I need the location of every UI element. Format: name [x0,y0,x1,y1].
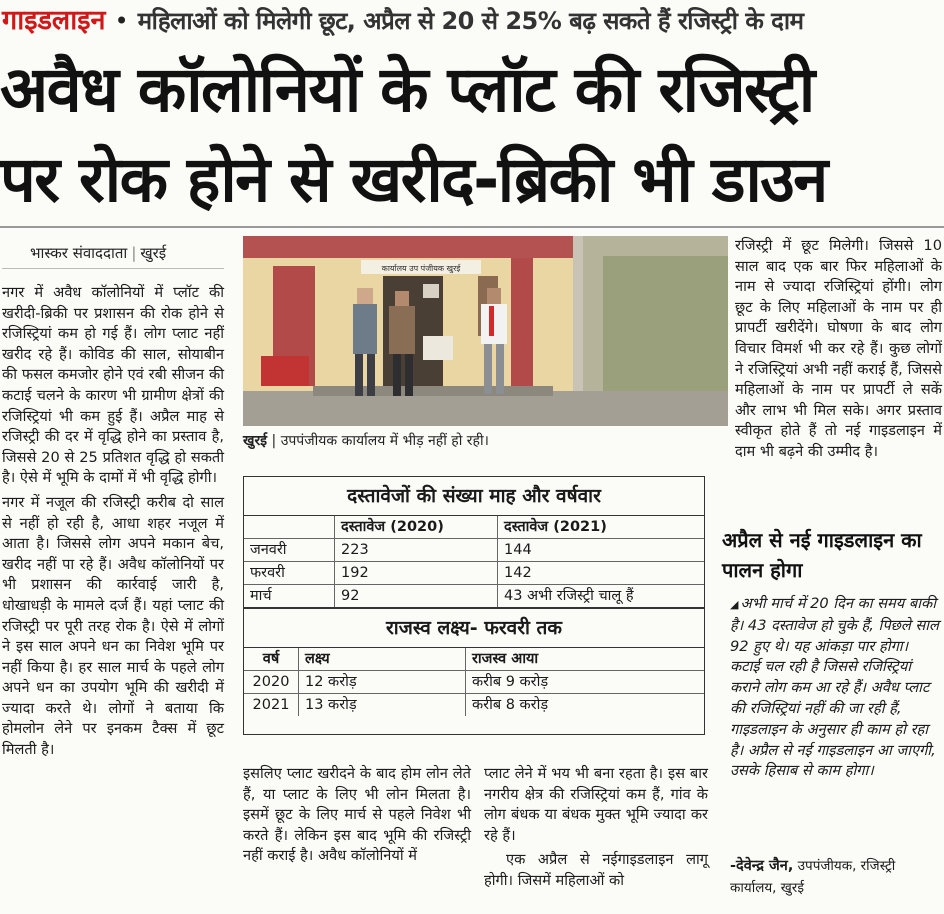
table-header-cell: राजस्व आया [472,651,539,667]
paragraph: नगर में नजूल की रजिस्ट्री करीब दो साल से नहीं हो रही है, आधा शहर नजूल में आता है। जिससे लोग अपने मकान बेच, खरीद नहीं पा रहे हैं। अवैध कॉलोनियों पर भी प्रशासन की कार्रवाई जारी है, धोखाधड़ी के मामले दर्ज हैं। यहां प्लाट की रजिस्ट्री पर पूरी तरह रोक है। ऐसे में लोगों ने इस साल अपने धन का निवेश भूमि पर नहीं किया है। हर साल मार्च के पहले लोग अपने धन का उपयोग भूमि की खरीदी में ज्यादा करते थे। लोगों ने बताया कि होमलोन लेने पर इनकम टैक्स में छूट मिलती है। [2,493,224,759]
table-header-row [244,516,704,539]
byline-separator: | [131,244,137,262]
table-header-cell [244,516,335,538]
section-kicker: गाइडलाइन [2,5,106,36]
signature-title: उपपंजीयक, रजिस्ट्री कार्यालय, खुरई [730,858,896,896]
top-strap [0,0,944,42]
table-row [244,694,704,716]
subheadline: महिलाओं को मिलेगी छूट, अप्रैल से 20 से 25% बढ़ सकते हैं रजिस्ट्री के दाम [137,7,804,35]
official-quote [730,594,942,782]
table-row [244,539,704,562]
paragraph: इसलिए प्लाट खरीदने के बाद होम लोन लेते हैं, या प्लाट के लिए भी लोन मिलता है। इसमें छूट के लिए मार्च से पहले निवेश भी करते हैं। लेकिन इस बाद भूमि की रजिस्ट्री नहीं कराई है। अवैध कॉलोनियों में [243,765,471,865]
byline-rule [2,268,224,269]
article-column-2b [484,764,708,896]
documents-table [244,516,704,607]
table-cell: 2021 [244,694,299,716]
paragraph: रजिस्ट्री में छूट मिलेगी। जिससे 10 साल बाद एक बार फिर महिलाओं के नाम से ज्यादा रजिस्ट्रियां होंगी। लोग छूट के लिए महिलाओं के नाम पर ही प्रापर्टी खरीदेंगे। घोषणा के बाद लोग विचार विमर्श भी कर रहे हैं। कुछ लोगों ने रजिस्ट्रियां अभी नहीं कराई हैं, जिससे महिलाओं के नाम पर प्रापर्टी ले सकें और लाभ भी मिल सके। अगर प्रस्ताव स्वीकृत होते हैं तो नई गाइडलाइन में दाम भी बढ़ने की उम्मीद है। [735,237,942,460]
table-cell: फरवरी [244,562,335,584]
paragraph: नगर में अवैध कॉलोनियों में प्लॉट की खरीदी-ब्रिकी पर प्रशासन की रोक होने से रजिस्ट्रियां कम हो गई हैं। लोग प्लाट नहीं खरीद रहे हैं। कोविड की साल, सोयाबीन की फसल कमजोर होने एवं रबी सीजन की कटाई चलने के कारण भी ग्रामीण क्षेत्रों की रजिस्ट्रियां भी कम हुई हैं। अप्रैल माह से रजिस्ट्री की दर में वृद्धि होने का प्रस्ताव है, जिससे 20 से 25 प्रतिशत वृद्धि हो सकती है। ऐसे में भूमि के दामों में भी वृद्धि होगी। [2,284,224,487]
quote-signature [730,855,942,899]
revenue-table-title: राजस्व लक्ष्य- फरवरी तक [244,609,704,648]
table-row [244,671,704,694]
documents-table-title: दस्तावेजों की संख्या माह और वर्षवार [244,477,704,516]
table-cell: 144 [504,542,532,558]
office-photo-illustration [243,236,728,426]
office-sign-text: कार्यालय उप पंजीयक खुरई [381,264,461,273]
reporter-name: भास्कर संवाददाता [30,244,128,262]
article-column-1 [2,283,224,765]
caption-place: खुरई [243,433,268,449]
article-column-2a [243,764,471,871]
table-header-cell: लक्ष्य [299,648,466,670]
paragraph: प्लाट लेने में भय भी बना रहता है। इस बार नगरीय क्षेत्र की रजिस्ट्रियां कम हैं, गांव के लोग बंधक या बंधक मुक्त भूमि ज्यादा कर रहे हैं। [484,765,708,844]
table-header-row [244,648,704,671]
byline [30,243,166,263]
table-cell: मार्च [244,585,335,607]
table-header-cell: दस्तावेज (2020) [335,516,498,538]
table-cell: 43 अभी रजिस्ट्री चालू हैं [504,588,634,604]
table-cell: करीब 8 करोड़ [472,697,549,713]
dateline-place: खुरई [140,244,167,262]
quote-text: अभी मार्च में 20 दिन का समय बाकी है। 43 दस्तावेज हो चुके हैं, पिछले साल 92 हुए थे। यह आंकड़ा पार होगा। कटाई चल रही है जिससे रजिस्ट्रियां कराने लोग कम आ रहे हैं। अवैध प्लाट की रजिस्ट्रियां नहीं की जा रही हैं, गाइडलाइन के अनुसार ही काम हो रहा है। अप्रैल से नई गाइडलाइन आ जाएगी, उसके हिसाब से काम होगा। [730,595,939,780]
table-cell: 223 [335,539,498,561]
sidebar-heading: अप्रैल से नई गाइडलाइन का पालन होगा [722,528,922,582]
signature-name: -देवेन्द्र जैन, [730,858,794,874]
table-cell: जनवरी [244,539,335,561]
headline-line-1: अवैध कॉलोनियों के प्लॉट की रजिस्ट्री [0,53,814,126]
headline [0,45,944,225]
table-cell: 192 [335,562,498,584]
table-cell: 92 [335,585,498,607]
kicker-bullet: • [114,7,129,35]
table-row [244,585,704,607]
revenue-table-section [244,607,704,716]
table-cell: 142 [504,565,532,581]
table-header-cell: वर्ष [244,648,299,670]
table-cell: 2020 [244,671,299,693]
paragraph: एक अप्रैल से नईगाइडलाइन लागू होगी। जिसमें महिलाओं को [484,851,708,889]
article-column-3 [735,236,942,467]
table-cell: 13 करोड़ [299,694,466,716]
table-cell: 12 करोड़ [299,671,466,693]
caption-text: उपपंजीयक कार्यालय में भीड़ नहीं हो रही। [280,433,489,449]
triangle-bullet-icon: ◢ [730,598,739,611]
office-photo [243,236,728,426]
headline-line-2: पर रोक होने से खरीद-ब्रिकी भी डाउन [0,143,827,216]
table-cell: करीब 9 करोड़ [472,674,549,690]
table-header-cell: दस्तावेज (2021) [504,519,607,535]
photo-caption: खुरई | उपपंजीयक कार्यालय में भीड़ नहीं हो रही। [243,433,489,449]
data-tables-box [243,476,705,735]
headline-rule [0,226,944,228]
table-row [244,562,704,585]
